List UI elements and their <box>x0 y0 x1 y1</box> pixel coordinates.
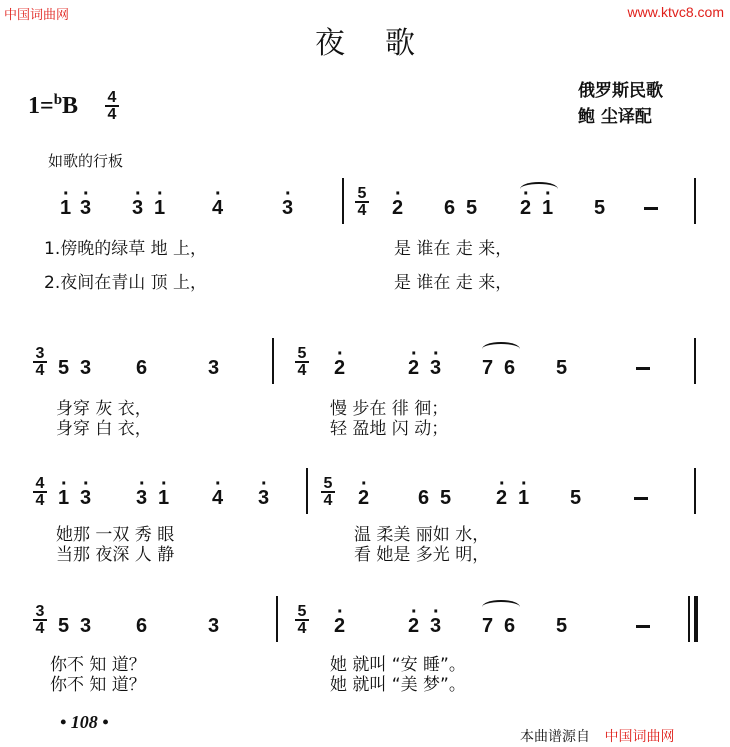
lyric-line: 当那 夜深 人 静 <box>56 545 175 565</box>
lyric-line: 看 她是 多光 明， <box>354 545 490 565</box>
note: · 3 <box>80 198 91 218</box>
lyric-line: 你不 知 道？ <box>50 655 146 675</box>
lyric-line: 身穿 白 衣， <box>56 419 152 439</box>
note: 5 <box>594 197 606 219</box>
note: · 3 <box>258 488 269 508</box>
lyric-line: 是 谁在 走 来， <box>394 239 513 259</box>
note: · 3 <box>80 488 91 508</box>
note: 3 <box>80 357 92 379</box>
note: 5 <box>58 615 70 637</box>
note: · 2 <box>334 358 345 378</box>
lyric-line: 是 谁在 走 来， <box>394 273 513 293</box>
page-number: • 108 • <box>60 712 109 732</box>
note: 6 <box>444 197 456 219</box>
note: 5 <box>570 487 582 509</box>
note: · 1 <box>60 198 71 218</box>
slur <box>482 600 520 614</box>
final-barline-thin <box>688 596 690 642</box>
time-signature-3-4: 3 4 <box>32 604 48 636</box>
barline <box>694 468 696 514</box>
lyric-line: 你不 知 道？ <box>50 675 146 695</box>
lyric-line: 2.夜间在青山 顶 上， <box>44 273 208 293</box>
note: · 3 <box>136 488 147 508</box>
note: · 1 <box>158 488 169 508</box>
note: · 3 <box>430 358 441 378</box>
time-signature-5-4: 5 4 <box>294 346 310 378</box>
lyric-line: 温 柔美 丽如 水， <box>354 525 490 545</box>
note: 6 <box>418 487 430 509</box>
note: 5 <box>440 487 452 509</box>
source-footer <box>520 726 674 746</box>
note: · 2 <box>408 616 419 636</box>
note: · 3 <box>430 616 441 636</box>
barline <box>342 178 344 224</box>
dash <box>636 625 650 628</box>
barline <box>694 178 696 224</box>
lyric-line: 身穿 灰 衣， <box>56 399 152 419</box>
note: 5 <box>58 357 70 379</box>
note: · 3 <box>132 198 143 218</box>
key-signature: 1=$^b$B <box>28 92 79 119</box>
note: · 1 <box>58 488 69 508</box>
time-signature-4-4: 4 4 <box>32 476 48 508</box>
dash <box>636 367 650 370</box>
note: · 1 <box>154 198 165 218</box>
note: 6 <box>136 357 148 379</box>
time-signature-5-4: 5 4 <box>354 186 370 218</box>
barline <box>276 596 278 642</box>
note: 3 <box>80 615 92 637</box>
note: 6 <box>504 357 516 379</box>
source-label: 本曲谱源自 <box>520 729 590 745</box>
note: · 2 <box>392 198 403 218</box>
note: · 2 <box>358 488 369 508</box>
lyric-line: 慢 步在 徘 徊； <box>330 399 449 419</box>
final-barline-thick <box>694 596 698 642</box>
note: · 2 <box>334 616 345 636</box>
note: 7 <box>482 615 494 637</box>
dash <box>634 497 648 500</box>
watermark-left: 中国词曲网 <box>4 8 70 23</box>
note: · 2 <box>520 198 531 218</box>
note: 5 <box>556 615 568 637</box>
note: 7 <box>482 357 494 379</box>
time-signature-5-4: 5 4 <box>320 476 336 508</box>
lyric-line: 她 就叫 “美 梦”。 <box>330 675 466 695</box>
time-signature-4-4: 4 4 <box>104 90 120 122</box>
tempo-marking: 如歌的行板 <box>48 152 124 170</box>
source-site[interactable]: 中国词曲网 <box>604 729 675 745</box>
note: · 2 <box>496 488 507 508</box>
note: · 4 <box>212 488 223 508</box>
song-title: 夜歌 <box>315 26 455 61</box>
lyric-line: 轻 盈地 闪 动； <box>330 419 449 439</box>
lyric-line: 她那 一双 秀 眼 <box>56 525 175 545</box>
note: · 1 <box>518 488 529 508</box>
note: 3 <box>208 357 220 379</box>
note: · 2 <box>408 358 419 378</box>
slur <box>482 342 520 356</box>
note: 6 <box>504 615 516 637</box>
credits: 俄罗斯民歌 鲍 尘译配 <box>578 81 663 127</box>
note: 5 <box>466 197 478 219</box>
note: 5 <box>556 357 568 379</box>
note: · 4 <box>212 198 223 218</box>
note: · 3 <box>282 198 293 218</box>
time-signature-5-4: 5 4 <box>294 604 310 636</box>
dash <box>644 207 658 210</box>
lyric-line: 她 就叫 “安 睡”。 <box>330 655 466 675</box>
barline <box>694 338 696 384</box>
time-signature-3-4: 3 4 <box>32 346 48 378</box>
lyric-line: 1.傍晚的绿草 地 上， <box>44 239 208 259</box>
barline <box>306 468 308 514</box>
watermark-right: www.ktvc8.com <box>627 4 724 20</box>
note: · 1 <box>542 198 553 218</box>
barline <box>272 338 274 384</box>
note: 3 <box>208 615 220 637</box>
note: 6 <box>136 615 148 637</box>
